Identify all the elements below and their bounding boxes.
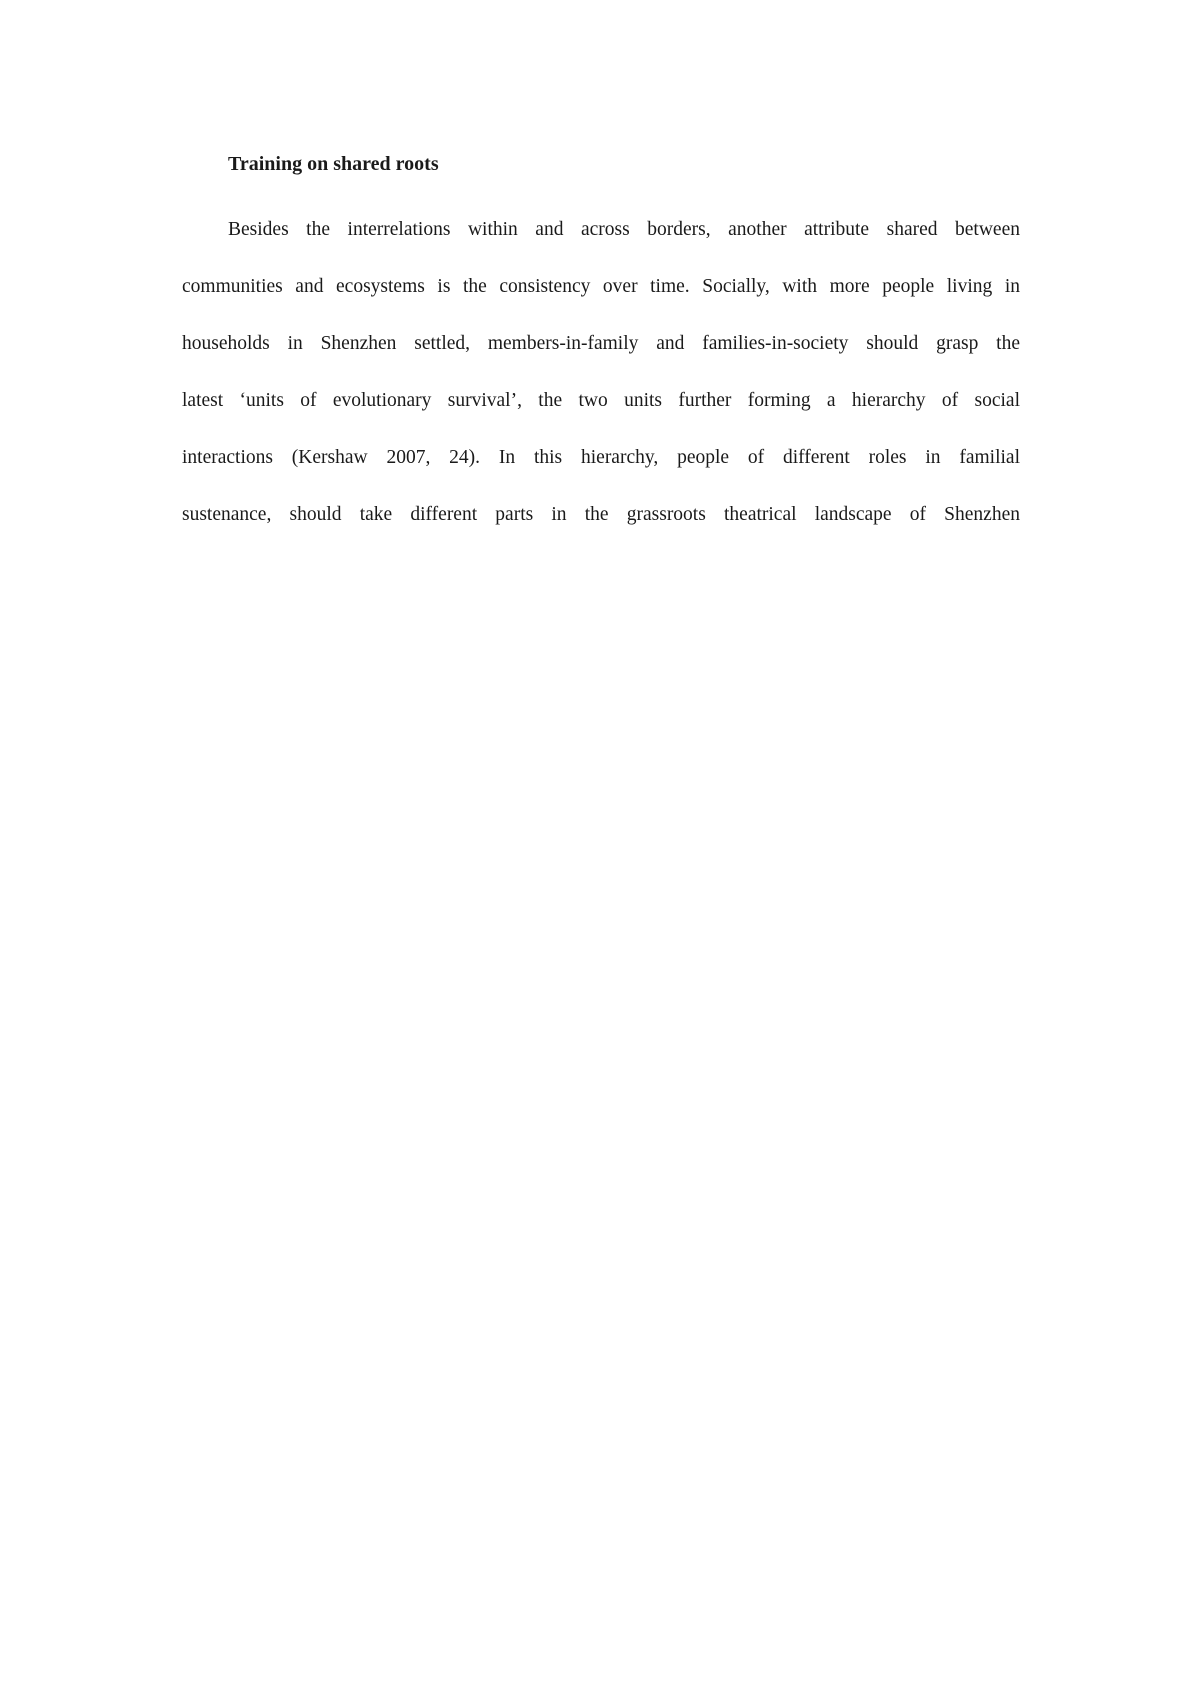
paragraph-line: Besides the interrelations within and across borders, another attribute shared between bbox=[228, 219, 1020, 240]
paragraph-line: interactions (Kershaw 2007, 24). In this hierarchy, people of different roles in familial bbox=[182, 447, 1020, 468]
paragraph-line: households in Shenzhen settled, members-in-family and families-in-society should grasp the bbox=[182, 333, 1020, 354]
paragraph-line: communities and ecosystems is the consistency over time. Socially, with more people living in bbox=[182, 276, 1020, 297]
paragraph-line: sustenance, should take different parts in the grassroots theatrical landscape of Shenzhen bbox=[182, 504, 1020, 525]
section-heading: Training on shared roots bbox=[228, 153, 439, 175]
paragraph-line: latest ‘units of evolutionary survival’, the two units further forming a hierarchy of social bbox=[182, 390, 1020, 411]
